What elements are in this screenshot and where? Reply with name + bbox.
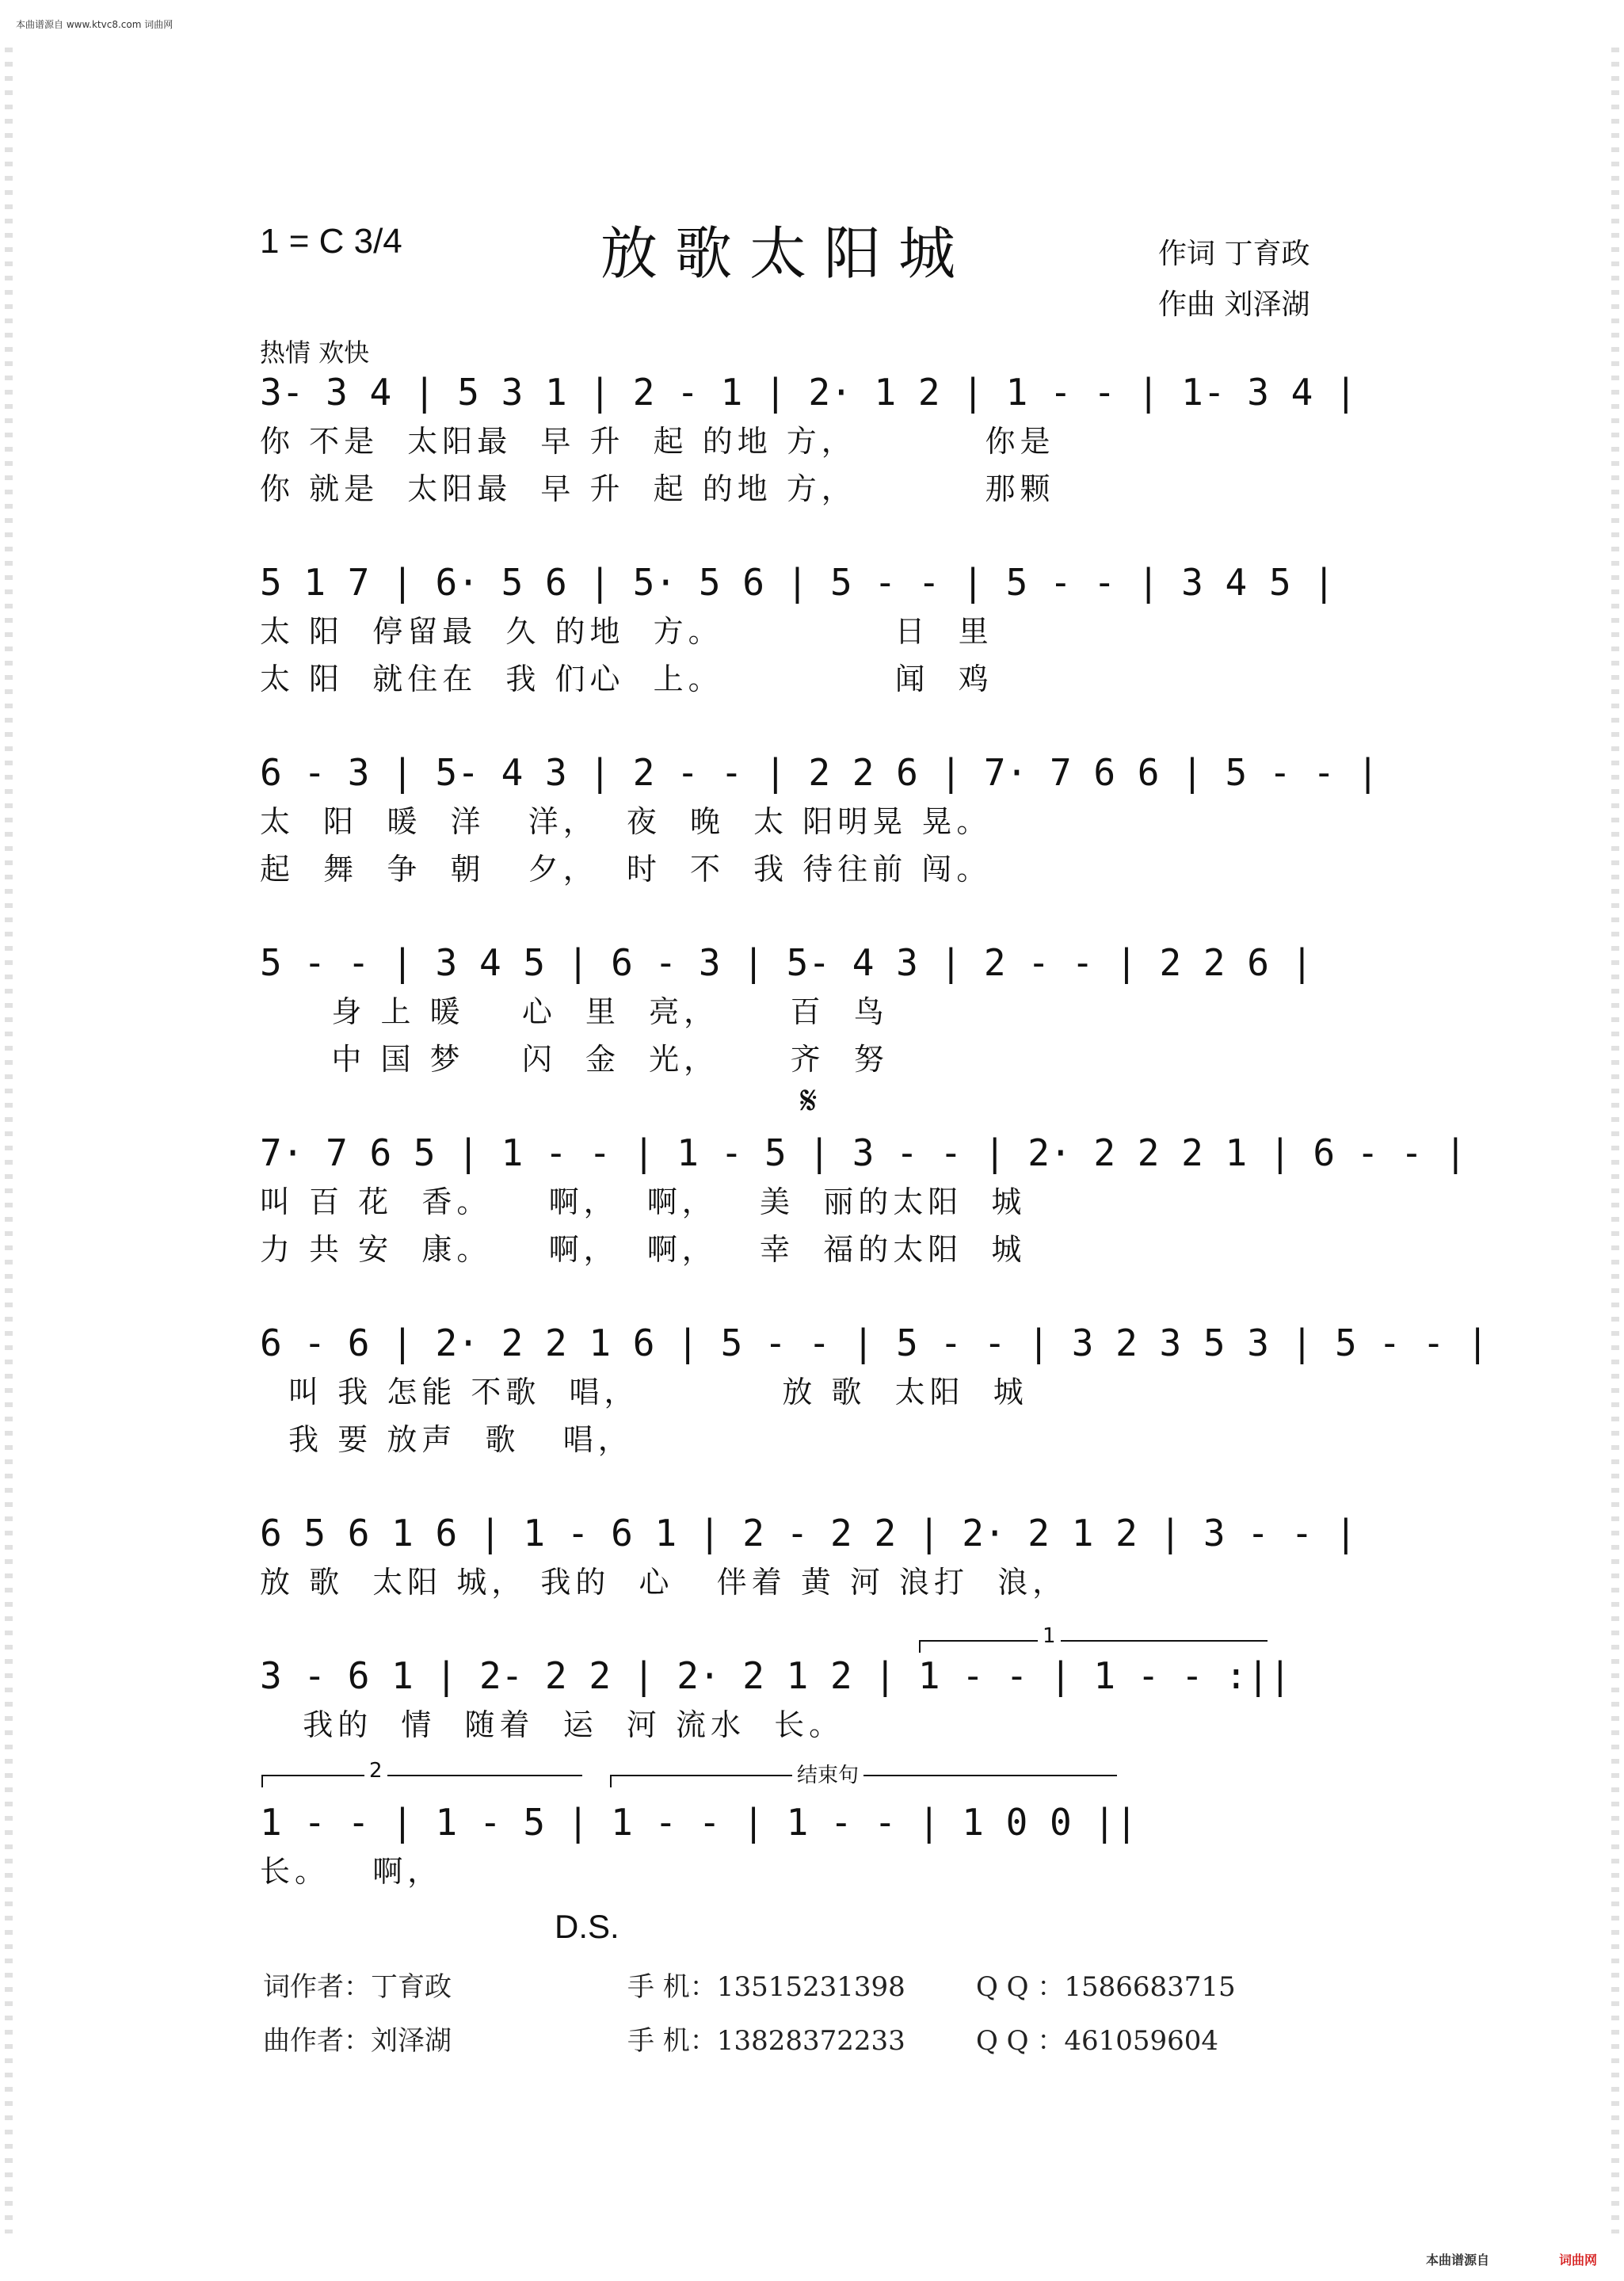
- composer-credit: 作曲 刘泽湖: [1158, 288, 1310, 321]
- notation-line-6: 6 - 6 | 2· 2 2 1 6 | 5 - - | 5 - - | 3 2 3 5 3 | 5 - - |: [260, 1322, 1489, 1364]
- key-signature: 1 = C 3/4: [260, 222, 402, 261]
- notation-line-5: 7· 7 6 5 | 1 - - | 1 - 5 | 3 - - | 2· 2 2 2 1 | 6 - - |: [260, 1131, 1467, 1174]
- second-ending-bracket: [261, 1759, 582, 1787]
- contact-name: 词作者：丁育政: [263, 1971, 452, 2003]
- notation-line-4: 5 - - | 3 4 5 | 6 - 3 | 5- 4 3 | 2 - - | 2 2 6 |: [260, 941, 1313, 984]
- lyrics-line-4-verse-2: 中 国 梦 闪 金 光， 齐 努: [260, 1042, 889, 1077]
- lyrics-line-2-verse-2: 太 阳 就住在 我 们心 上。 闻 鸡: [260, 662, 993, 696]
- header-site-text: 本曲谱源自 www.ktvc8.com 词曲网: [16, 19, 173, 30]
- second-ending-label: 2: [364, 1759, 387, 1783]
- footer-site-text: 本曲谱源自: [1425, 2252, 1489, 2268]
- footer-logo-text[interactable]: 词曲网: [1558, 2252, 1597, 2268]
- lyrics-line-3-verse-1: 太 阳 暖 洋 洋， 夜 晚 太 阳明晃 晃。: [260, 804, 992, 839]
- coda-label: 结束句: [792, 1759, 863, 1788]
- segno-sign: 𝄋: [800, 1078, 818, 1123]
- tempo-marking: 热情 欢快: [260, 338, 370, 368]
- lyrics-line-1-verse-2: 你 就是 太阳最 早 升 起 的地 方， 那颗: [260, 471, 1055, 506]
- right-page-border: [1611, 48, 1619, 2233]
- contact-name: 曲作者：刘泽湖: [263, 2025, 452, 2057]
- notation-line-2: 5 1 7 | 6· 5 6 | 5· 5 6 | 5 - - | 5 - - | 3 4 5 |: [260, 561, 1336, 604]
- lyrics-line-6-verse-2: 我 要 放声 歌 唱，: [260, 1422, 633, 1457]
- lyrics-line-3-verse-2: 起 舞 争 朝 夕， 时 不 我 待往前 闯。: [260, 852, 992, 887]
- lyricist-credit: 作词 丁育政: [1158, 238, 1310, 270]
- left-page-border: [5, 48, 13, 2233]
- song-title: 放歌太阳城: [600, 220, 974, 287]
- contact-qq: Q Q ：461059604: [976, 2025, 1219, 2057]
- notation-line-1: 3- 3 4 | 5 3 1 | 2 - 1 | 2· 1 2 | 1 - - | 1- 3 4 |: [260, 371, 1357, 414]
- lyrics-line-1-verse-1: 你 不是 太阳最 早 升 起 的地 方， 你是: [260, 424, 1055, 459]
- lyrics-line-7: 放 歌 太阳 城， 我的 心 伴着 黄 河 浪打 浪，: [260, 1565, 1068, 1600]
- notation-line-9: 1 - - | 1 - 5 | 1 - - | 1 - - | 1 0 0 ||: [260, 1801, 1138, 1844]
- contact-phone: 手 机：13828372233: [627, 2025, 905, 2057]
- contact-qq: Q Q ：1586683715: [976, 1971, 1236, 2003]
- contact-phone: 手 机：13515231398: [627, 1971, 905, 2003]
- lyrics-line-8: 我的 情 随着 运 河 流水 长。: [260, 1707, 844, 1742]
- lyrics-line-9: 长。 啊，: [260, 1854, 443, 1889]
- notation-line-3: 6 - 3 | 5- 4 3 | 2 - - | 2 2 6 | 7· 7 6 6 | 5 - - |: [260, 751, 1379, 794]
- dal-segno-marking: D.S.: [555, 1908, 619, 1945]
- notation-line-8: 3 - 6 1 | 2- 2 2 | 2· 2 1 2 | 1 - - | 1 - - :||: [260, 1654, 1291, 1697]
- lyrics-line-5-verse-2: 力 共 安 康。 啊， 啊， 幸 福的太阳 城: [260, 1232, 1027, 1267]
- first-ending-label: 1: [1038, 1624, 1061, 1648]
- lyrics-line-6-verse-1: 叫 我 怎能 不歌 唱， 放 歌 太阳 城: [260, 1375, 1028, 1409]
- lyrics-line-5-verse-1: 叫 百 花 香。 啊， 啊， 美 丽的太阳 城: [260, 1184, 1027, 1219]
- lyrics-line-4-verse-1: 身 上 暖 心 里 亮， 百 鸟: [260, 994, 889, 1029]
- lyrics-line-2-verse-1: 太 阳 停留最 久 的地 方。 日 里: [260, 614, 993, 649]
- notation-line-7: 6 5 6 1 6 | 1 - 6 1 | 2 - 2 2 | 2· 2 1 2 | 3 - - |: [260, 1512, 1357, 1554]
- coda-bracket: [610, 1764, 1117, 1787]
